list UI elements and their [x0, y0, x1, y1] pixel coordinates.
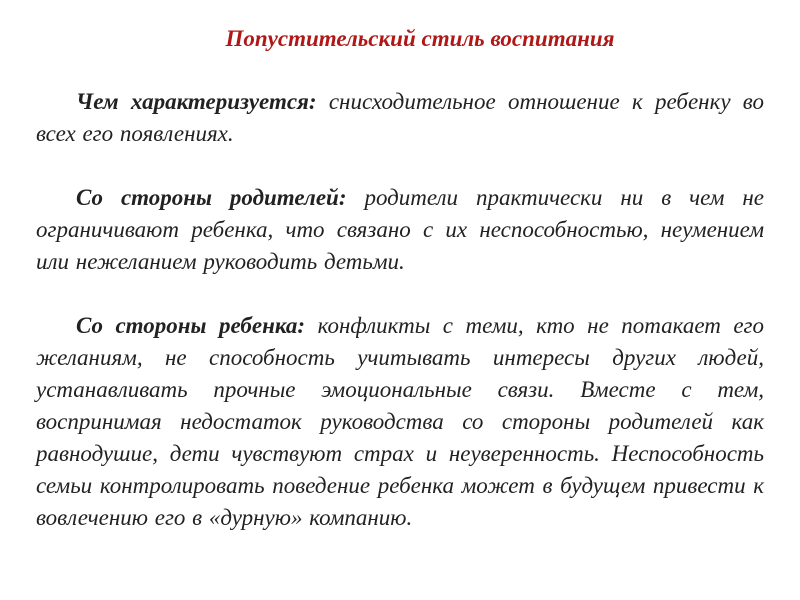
paragraph-characteristics — [36, 86, 764, 150]
paragraph-label: Со стороны ребенка: — [76, 313, 306, 338]
paragraph-parents-side — [36, 182, 764, 278]
slide-body — [36, 86, 764, 534]
paragraph-text: снисходительное отношение к ребенку во всех его появлениях. — [36, 89, 764, 146]
paragraph-label: Чем характеризуется: — [76, 89, 317, 114]
paragraph-text: родители практически ни в чем не ограничивают ребенка, что связано с их неспособностью, неумением или нежеланием руководить детьми. — [36, 185, 764, 274]
paragraph-child-side — [36, 310, 764, 534]
paragraph-text: конфликты с теми, кто не потакает его желаниям, не способность учитывать интересы других людей, устанавливать прочные эмоциональные связи. Вместе с тем, воспринимая недостаток руководства со стороны родителей как равнодушие, дети чувствуют страх и неуверенность. Неспособность семьи контролировать поведение ребенка может в будущем привести к вовлечению его в «дурную» компанию. — [36, 313, 765, 530]
slide-title: Попустительский стиль воспитания — [225, 26, 615, 51]
paragraph-label: Со стороны родителей: — [76, 185, 347, 210]
